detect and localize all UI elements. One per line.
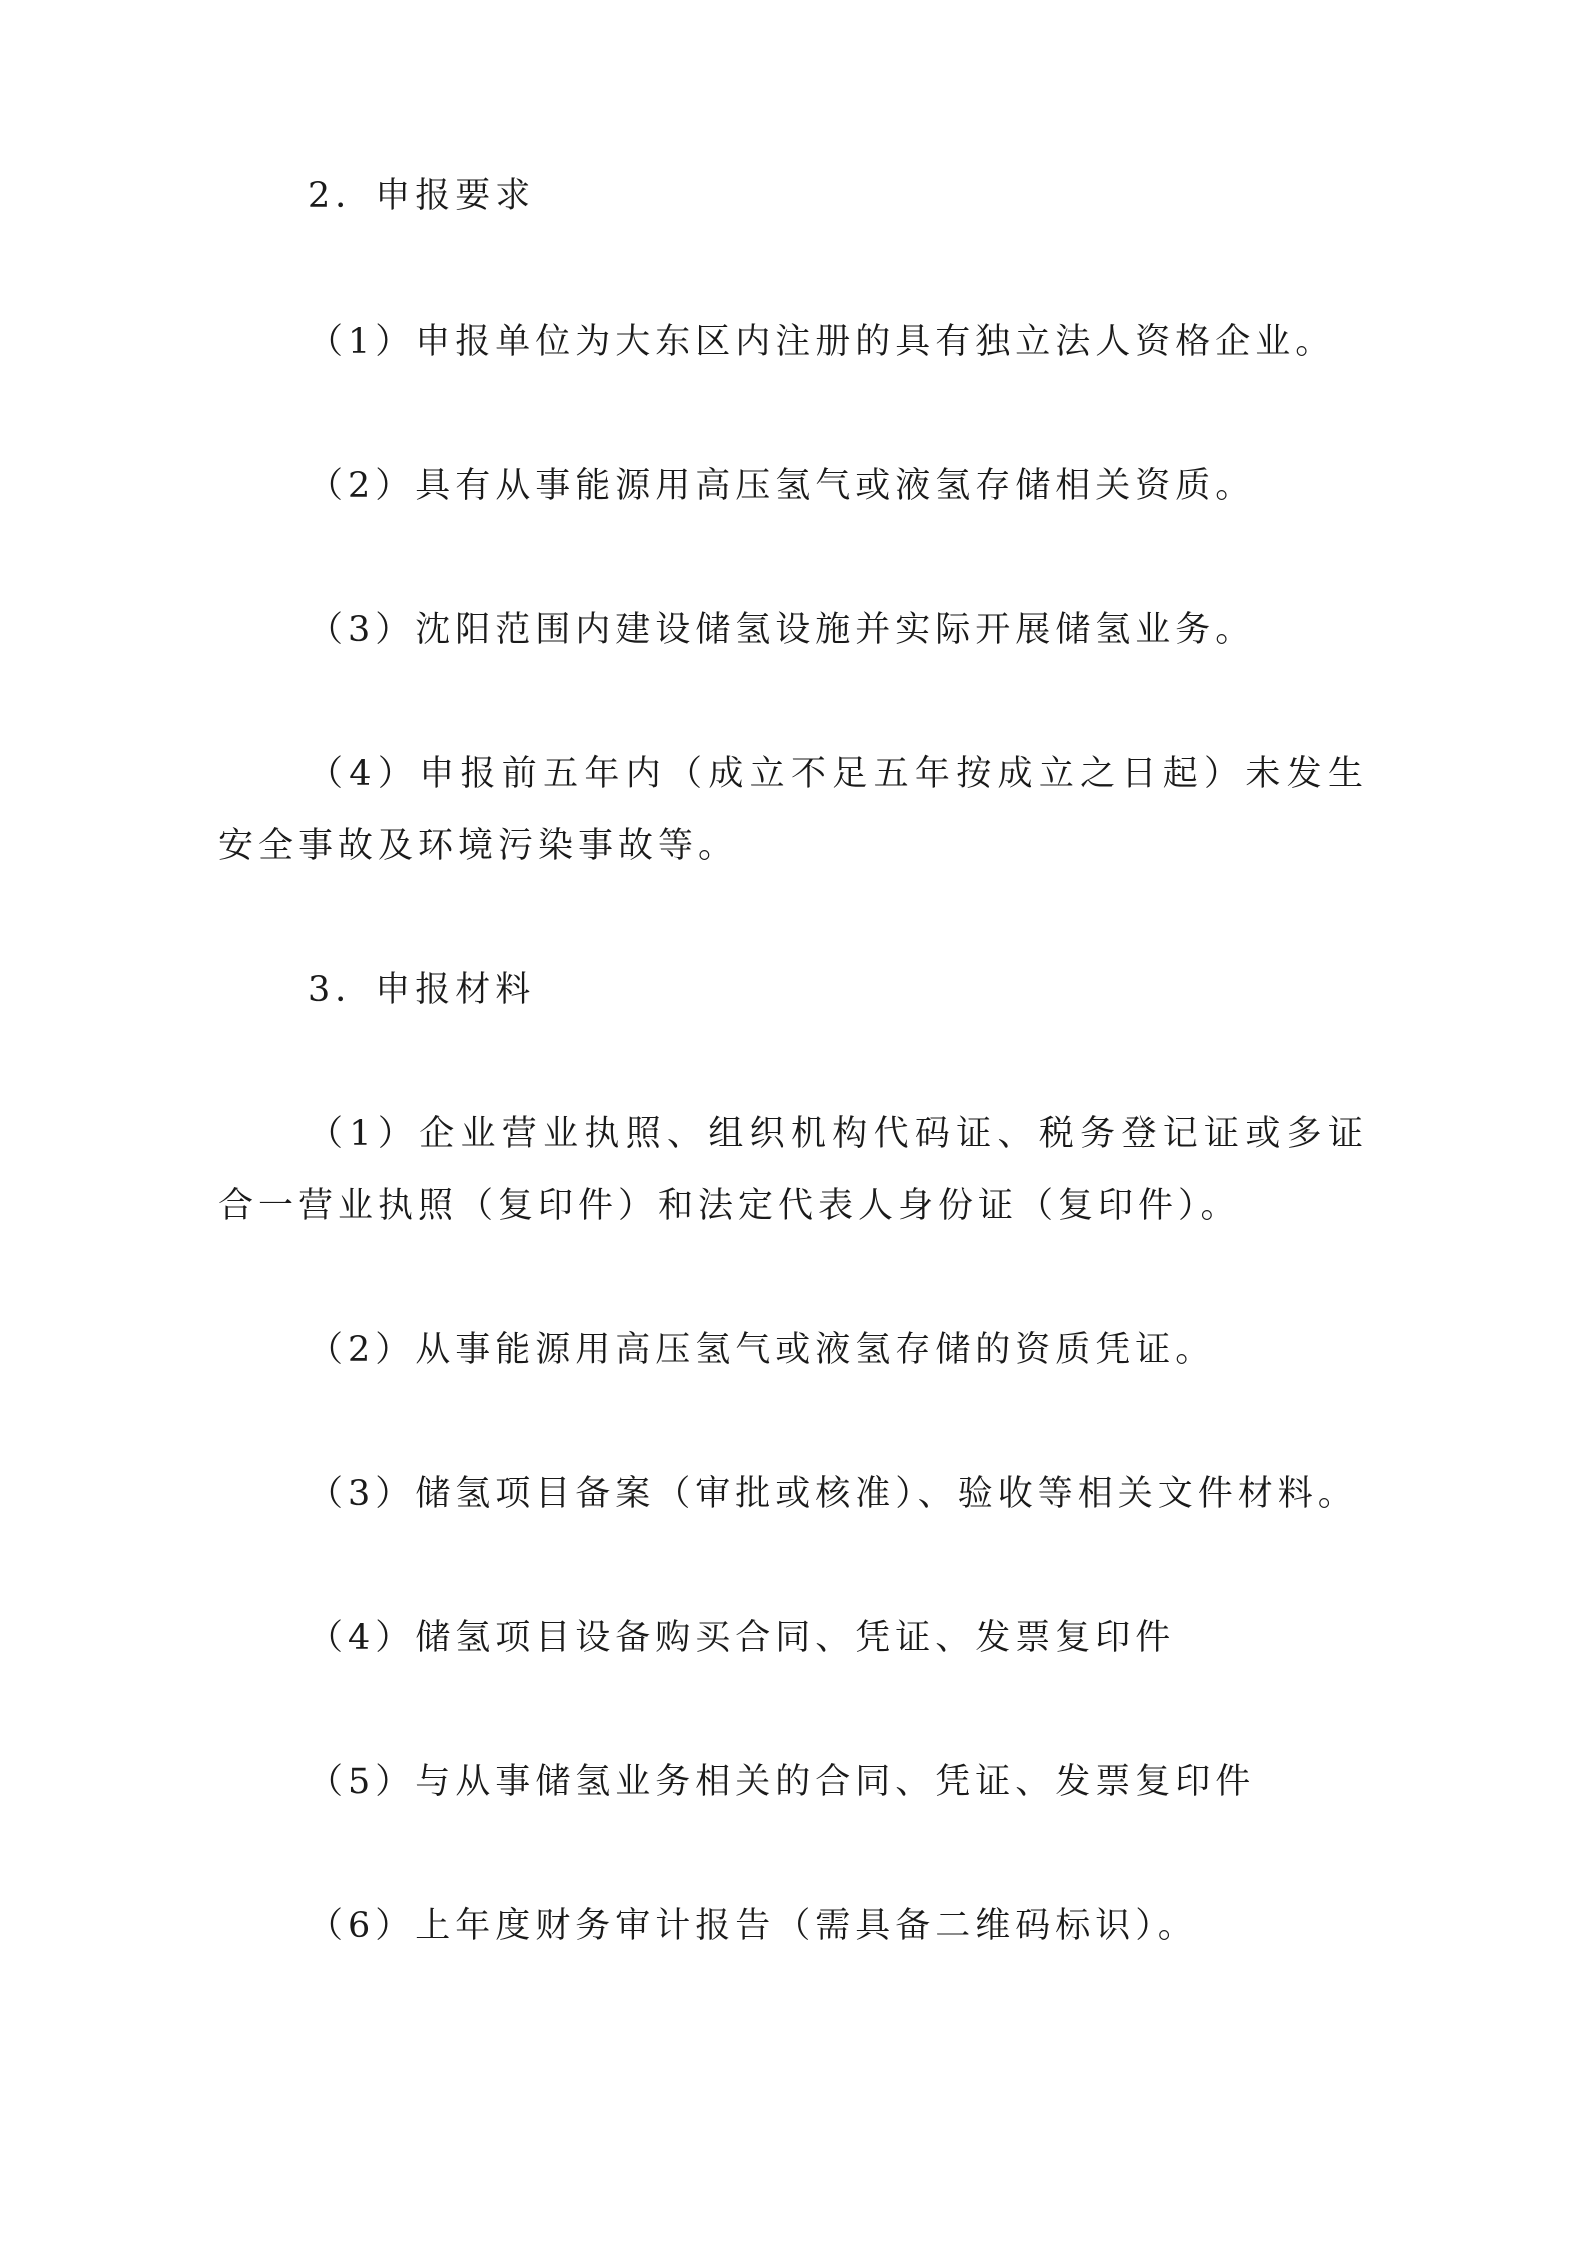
section-heading-requirements: 2．申报要求 (308, 176, 536, 216)
material-item-4: （4）储氢项目设备购买合同、凭证、发票复印件 (308, 1618, 1176, 1658)
material-item-2: （2）从事能源用高压氢气或液氢存储的资质凭证。 (308, 1330, 1216, 1370)
material-item-1: （1）企业营业执照、组织机构代码证、税务登记证或多证合一营业执照（复印件）和法定代表人身份证（复印件）。 (218, 1114, 1368, 1226)
material-item-6: （6）上年度财务审计报告（需具备二维码标识）。 (308, 1906, 1198, 1946)
requirement-item-2: （2）具有从事能源用高压氢气或液氢存储相关资质。 (308, 466, 1256, 506)
requirement-item-1: （1）申报单位为大东区内注册的具有独立法人资格企业。 (308, 322, 1336, 362)
material-item-3: （3）储氢项目备案（审批或核准）、验收等相关文件材料。 (308, 1474, 1358, 1514)
section-heading-materials: 3．申报材料 (308, 970, 536, 1010)
requirement-item-4: （4）申报前五年内（成立不足五年按成立之日起）未发生安全事故及环境污染事故等。 (218, 754, 1368, 866)
requirement-item-3: （3）沈阳范围内建设储氢设施并实际开展储氢业务。 (308, 610, 1256, 650)
material-item-5: （5）与从事储氢业务相关的合同、凭证、发票复印件 (308, 1762, 1256, 1802)
